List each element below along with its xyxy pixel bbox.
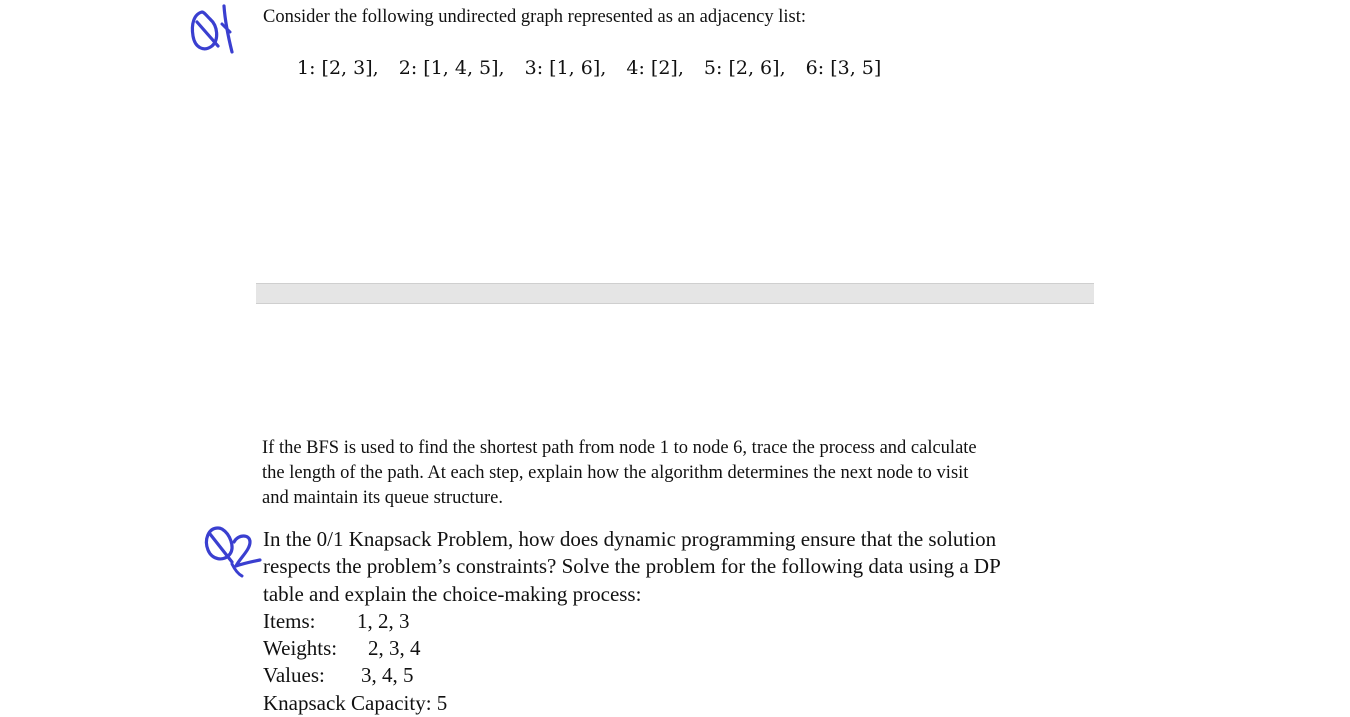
values-value: 3, 4, 5 — [361, 663, 414, 688]
adjacency-entry-4: 4: [2], — [626, 57, 684, 79]
items-value: 1, 2, 3 — [357, 608, 410, 633]
q2-handwritten-marker — [202, 520, 264, 580]
items-label: Items: — [263, 608, 316, 633]
knapsack-question — [263, 526, 1038, 717]
adjacency-entry-1: 1: [2, 3], — [297, 57, 379, 79]
knapsack-line: respects the problem’s constraints? Solve the problem for the following data using a DP — [263, 554, 1001, 579]
values-row — [263, 662, 1038, 689]
weights-label: Weights: — [263, 636, 338, 661]
items-row — [263, 608, 1038, 635]
knapsack-line: table and explain the choice-making process: — [263, 581, 642, 606]
adjacency-entry-5: 5: [2, 6], — [703, 57, 786, 79]
bfs-line: and maintain its queue structure. — [262, 488, 503, 508]
question1-intro: Consider the following undirected graph represented as an adjacency list: — [263, 7, 806, 27]
bfs-line: If the BFS is used to find the shortest path from node 1 to node 6, trace the process and calculate — [262, 438, 977, 458]
bfs-question-text — [262, 436, 1032, 511]
values-label: Values: — [263, 663, 325, 688]
weights-value: 2, 3, 4 — [368, 636, 421, 661]
adjacency-entry-3: 3: [1, 6], — [524, 57, 607, 79]
adjacency-entry-2: 2: [1, 4, 5], — [398, 57, 505, 79]
weights-row — [263, 635, 1038, 662]
page-divider — [256, 283, 1094, 304]
capacity-line: Knapsack Capacity: 5 — [263, 690, 448, 715]
knapsack-line: In the 0/1 Knapsack Problem, how does dynamic programming ensure that the solution — [263, 527, 997, 551]
adjacency-list — [297, 57, 881, 79]
q1-handwritten-marker — [188, 2, 238, 58]
bfs-line: the length of the path. At each step, explain how the algorithm determines the next node to visit — [262, 463, 969, 483]
adjacency-entry-6: 6: [3, 5] — [805, 57, 882, 79]
